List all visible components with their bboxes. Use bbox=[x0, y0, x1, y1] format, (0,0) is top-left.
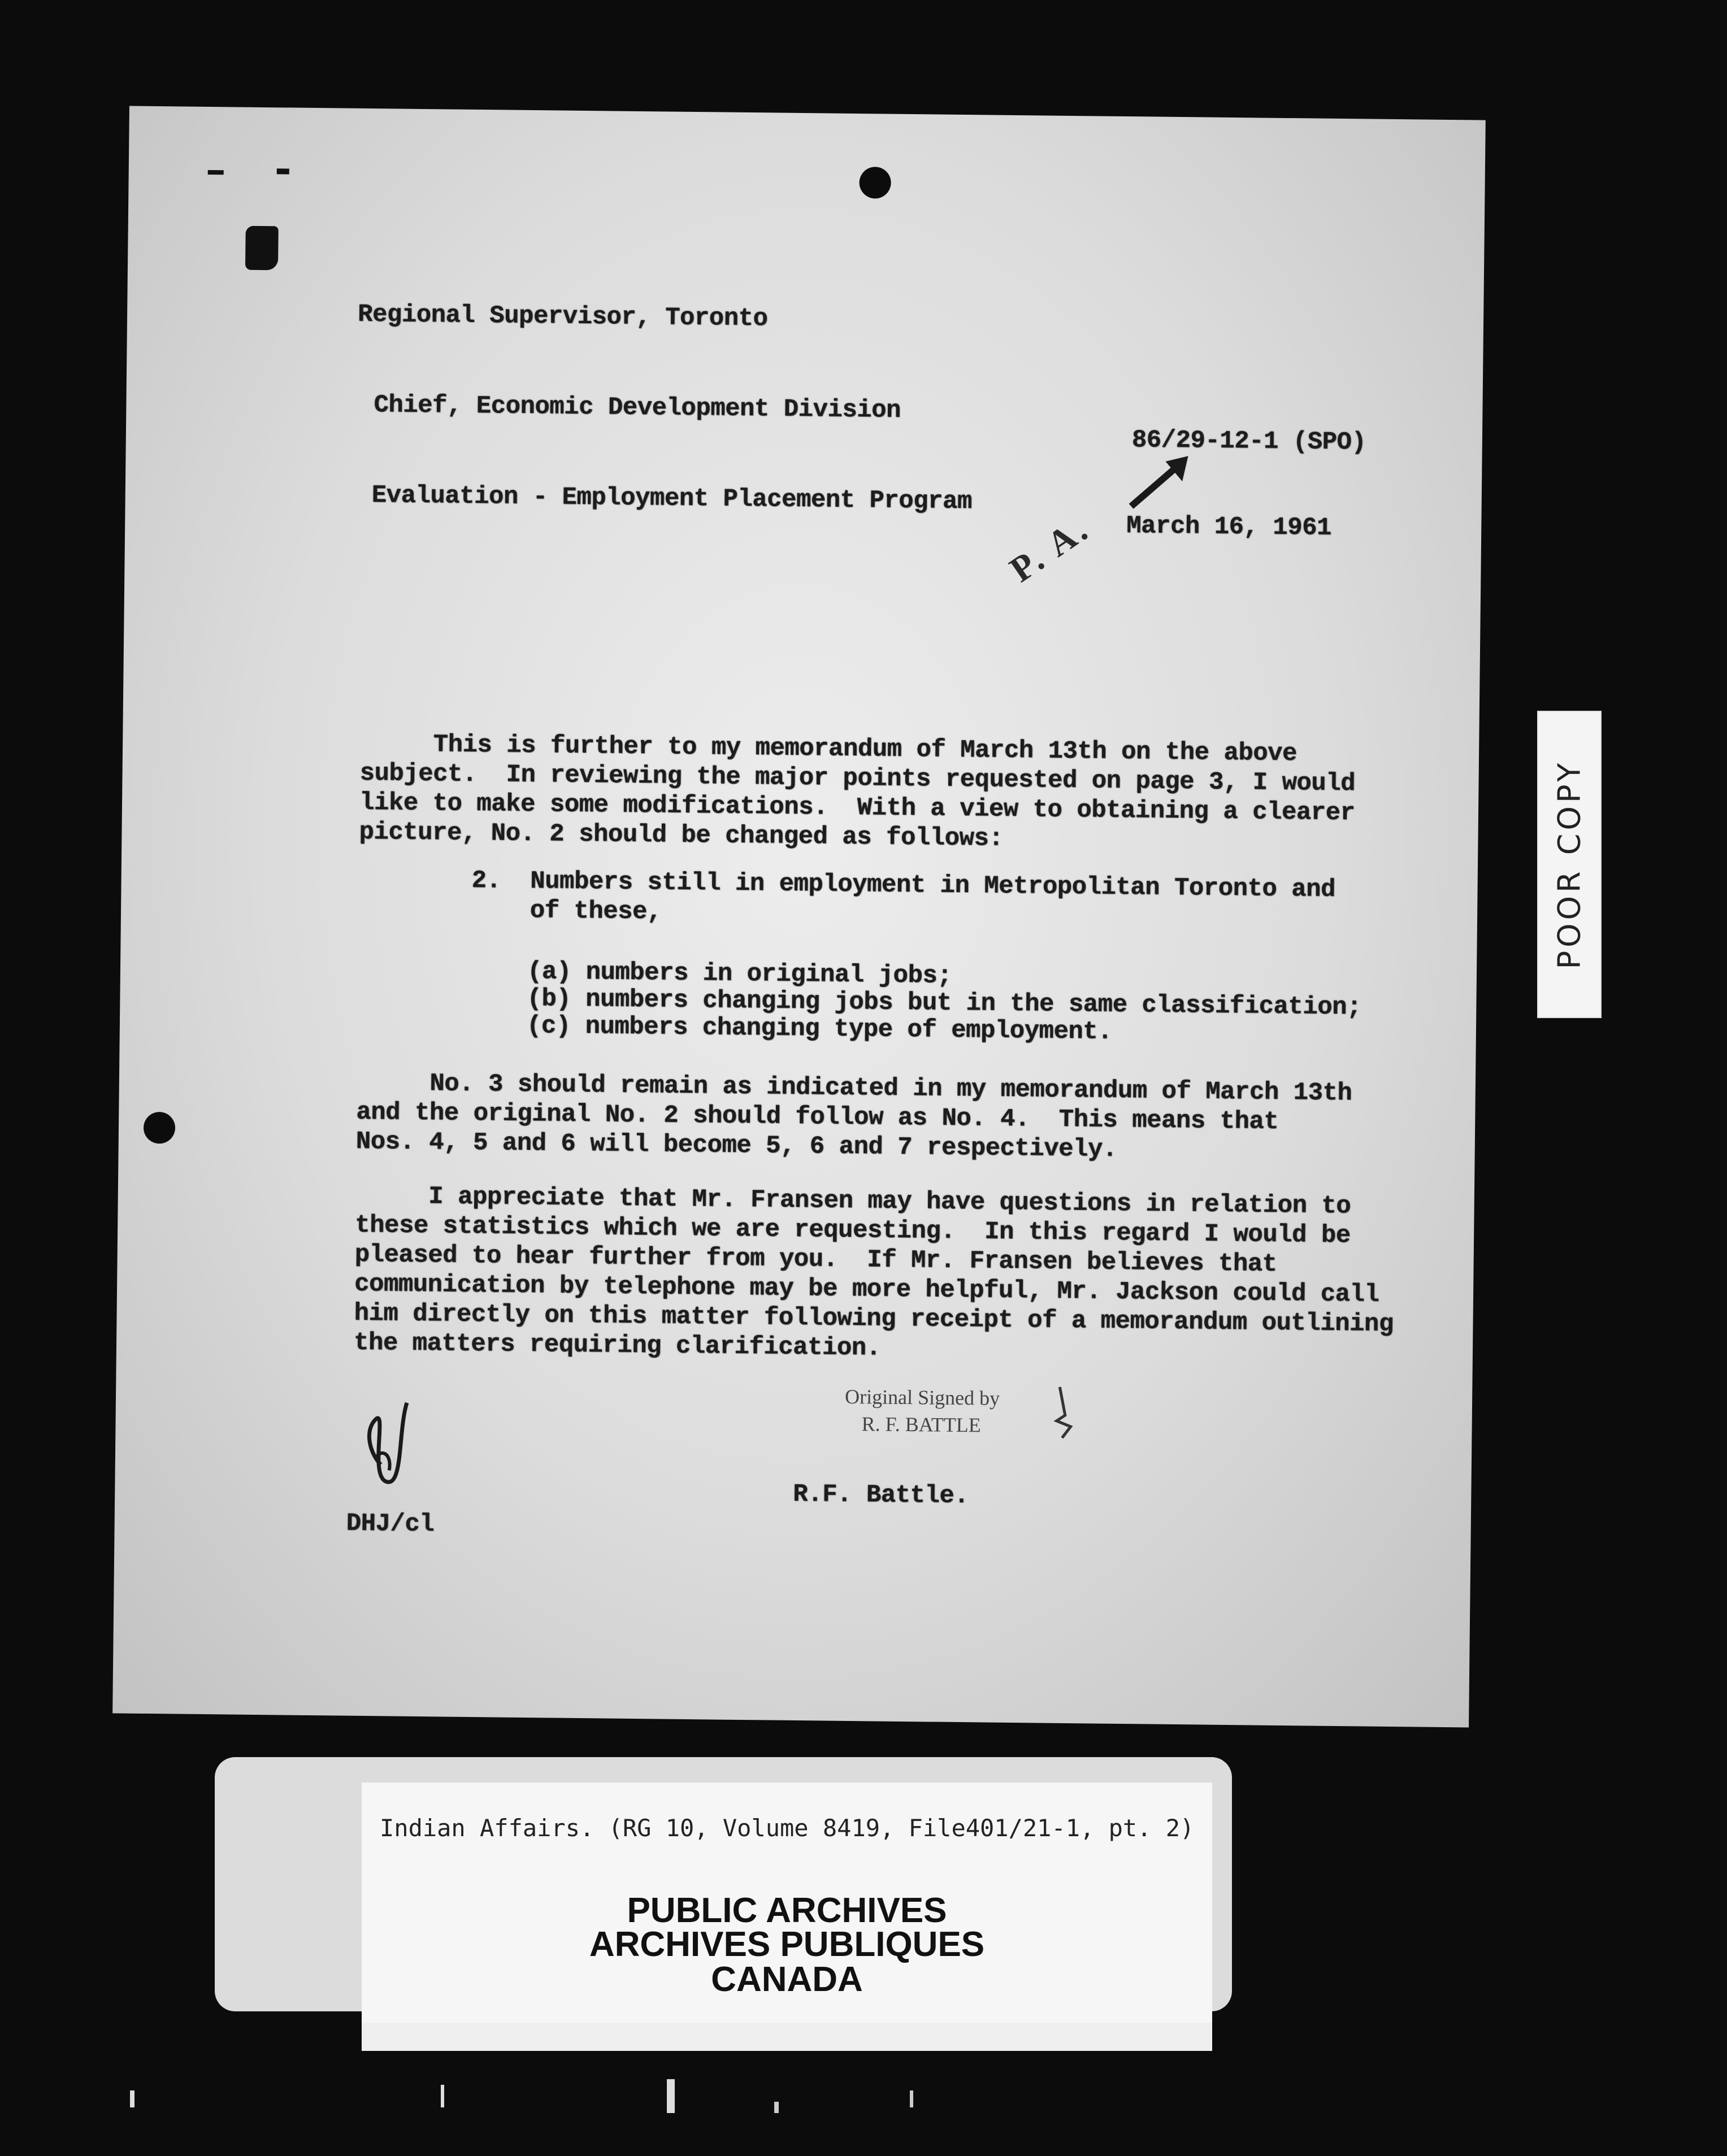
signed-stamp-line-2: R. F. BATTLE bbox=[861, 1412, 981, 1437]
signed-stamp-line-1: Original Signed by bbox=[844, 1385, 1000, 1410]
punch-hole-left bbox=[144, 1112, 176, 1144]
handwritten-initials-icon bbox=[358, 1397, 410, 1510]
archive-line-1: PUBLIC ARCHIVES bbox=[627, 1891, 947, 1930]
archive-card bbox=[362, 1783, 1212, 2024]
archive-line-2: ARCHIVES PUBLIQUES bbox=[589, 1925, 985, 1964]
arrow-icon bbox=[1126, 450, 1194, 512]
text-line: This is further to my memorandum of March 13th on the above bbox=[359, 729, 1298, 768]
text-line: pleased to hear further from you. If Mr. Fransen believes that bbox=[354, 1240, 1277, 1279]
text-line: I appreciate that Mr. Fransen may have questions in relation to bbox=[355, 1181, 1351, 1221]
text-line: the matters requiring clarification. bbox=[353, 1328, 881, 1363]
text-line: picture, No. 2 should be changed as follows: bbox=[359, 818, 1004, 853]
archive-reference: Indian Affairs. (RG 10, Volume 8419, File401/21-1, pt. 2) bbox=[380, 1814, 1195, 1842]
text-line: (c) numbers changing type of employment. bbox=[526, 1011, 1113, 1046]
film-specks bbox=[0, 2057, 1727, 2153]
subject-line: Evaluation - Employment Placement Program bbox=[371, 481, 973, 516]
archive-line-3: CANADA bbox=[711, 1960, 863, 1999]
text-line: subject. In reviewing the major points requested on page 3, I would bbox=[359, 759, 1356, 798]
text-line: him directly on this matter following receipt of a memorandum outlining bbox=[354, 1299, 1394, 1339]
sender-line: Chief, Economic Development Division bbox=[374, 391, 901, 425]
recipient-line: Regional Supervisor, Toronto bbox=[357, 300, 768, 333]
text-line: Nos. 4, 5 and 6 will become 5, 6 and 7 respectively. bbox=[355, 1127, 1118, 1164]
text-line: 2. Numbers still in employment in Metropolitan Toronto and bbox=[471, 866, 1336, 904]
scan-blot bbox=[245, 226, 279, 271]
initials-reference: DHJ/cl bbox=[346, 1509, 435, 1539]
text-line: these statistics which we are requesting. In this regard I would be bbox=[354, 1211, 1351, 1250]
signature-flourish-icon bbox=[1048, 1381, 1082, 1444]
scan-mark bbox=[208, 170, 224, 175]
text-line: No. 3 should remain as indicated in my memorandum of March 13th bbox=[356, 1068, 1352, 1108]
signature-name: R.F. Battle. bbox=[793, 1480, 969, 1511]
poor-copy-tag bbox=[1537, 711, 1602, 1018]
text-line: (a) numbers in original jobs; bbox=[527, 957, 952, 990]
text-line: (b) numbers changing jobs but in the same classification; bbox=[527, 984, 1362, 1022]
text-line: of these, bbox=[471, 896, 662, 927]
letter-page bbox=[112, 106, 1486, 1728]
letter-date: March 16, 1961 bbox=[1126, 512, 1332, 542]
pa-stamp: P. A. bbox=[1002, 507, 1097, 590]
archive-card-strip bbox=[362, 2023, 1212, 2051]
file-number: 86/29-12-1 (SPO) bbox=[1131, 426, 1366, 457]
text-line: like to make some modifications. With a view to obtaining a clearer bbox=[359, 788, 1355, 828]
text-line: communication by telephone may be more helpful, Mr. Jackson could call bbox=[354, 1270, 1379, 1309]
text-line: and the original No. 2 should follow as No. 4. This means that bbox=[356, 1098, 1279, 1136]
scan-mark bbox=[277, 168, 289, 174]
punch-hole-top bbox=[859, 167, 891, 199]
poor-copy-label: POOR COPY bbox=[1551, 759, 1587, 970]
